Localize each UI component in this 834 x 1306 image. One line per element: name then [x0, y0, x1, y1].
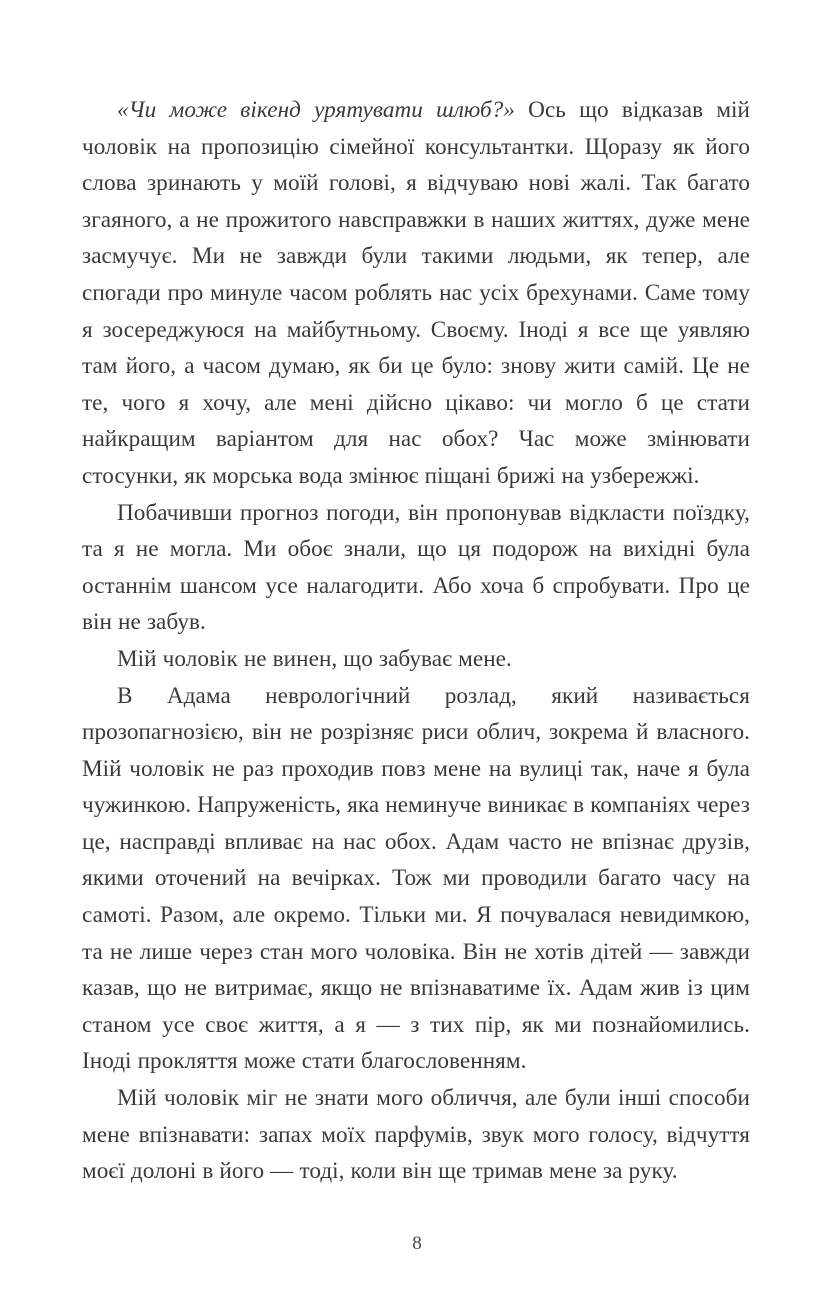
paragraph-1-text: Ось що відказав мій чоловік на пропозицію сімейної консультантки. Щоразу як його слова зринають у моїй голові, я відчуваю нові жалі. Так багато згаяного, а не прожитого навсправжки в наших життях, дуже мене засмучує. Ми не завжди були такими людьми, як тепер, але спогади про минуле часом роблять нас усіх брехунами. Саме тому я зосереджуюся на майбутньому. Своєму. Іноді я все ще уявляю там його, а часом думаю, як би це було: знову жити самій. Це не те, чого я хочу, але мені дійсно цікаво: чи могло б це стати найкращим варіантом для нас обох? Час може змінювати стосунки, як морська вода змінює піщані брижі на узбережжі.: [82, 97, 750, 489]
opening-quote-italic: «Чи може вікенд урятувати шлюб?»: [117, 97, 515, 123]
paragraph-4-text: В Адама неврологічний розлад, який називається прозопагнозією, він не розрізняє риси облич, зокрема й власного. Мій чоловік не раз проходив повз мене на вулиці так, наче я була чужинкою. Напруженість, яка неминуче виникає в компаніях через це, насправді впливає на нас обох. Адам часто не впізнає друзів, якими оточений на вечірках. Тож ми проводили багато часу на самоті. Разом, але окремо. Тільки ми. Я почувалася невидимкою, та не лише через стан мого чоловіка. Він не хотів дітей — завжди казав, що не витримає, якщо не впізнаватиме їх. Адам жив із цим станом усе своє життя, а я — з тих пір, як ми познайомились. Іноді прокляття може стати благословенням.: [82, 682, 750, 1075]
paragraph-5-text: Мій чоловік міг не знати мого обличчя, але були інші способи мене впізнавати: запах моїх парфумів, звук мого голосу, відчуття моєї долоні в його — тоді, коли він ще тримав мене за руку.: [82, 1085, 750, 1185]
paragraph-2-text: Побачивши прогноз погоди, він пропонував відкласти поїздку, та я не могла. Ми обоє знали, що ця подорож на вихідні була останнім шансом усе налагодити. Або хоча б спробувати. Про це він не забув.: [82, 499, 750, 636]
paragraph-4: [82, 678, 750, 1081]
paragraph-1: [82, 92, 750, 495]
paragraph-3: [82, 641, 750, 678]
paragraph-3-text: Мій чоловік не винен, що забуває мене.: [117, 645, 512, 672]
paragraph-2: [82, 495, 750, 641]
page-text-block: [82, 92, 750, 1190]
paragraph-5: [82, 1080, 750, 1190]
page-number: 8: [412, 1233, 422, 1254]
